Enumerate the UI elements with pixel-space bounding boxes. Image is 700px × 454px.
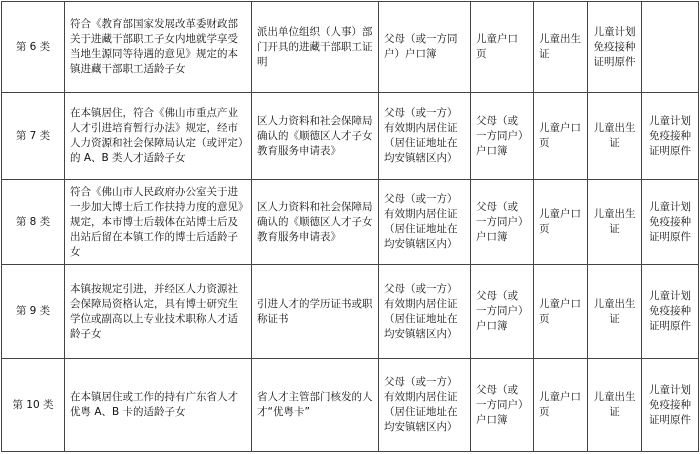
document-cell: 儿童出生证 bbox=[588, 93, 642, 180]
document-cell: 父母（或一方同户）户口簿 bbox=[471, 93, 534, 180]
document-cell: 儿童计划免疫接种证明原件 bbox=[642, 93, 699, 180]
condition-cell: 符合《教育部国家发展改革委财政部关于进藏干部职工子女内地就学享受当地生源同等待遇的意见》规定的本镇进藏干部职工适龄子女 bbox=[65, 2, 252, 93]
document-cell: 儿童户口页 bbox=[534, 265, 588, 359]
document-cell: 父母（或一方同户）户口簿 bbox=[471, 359, 534, 452]
table-row bbox=[2, 93, 699, 180]
proof-cell: 引进人才的学历证书或职称证书 bbox=[252, 265, 379, 359]
document-cell: 父母（或一方）有效期内居住证（居住证地址在均安镇辖区内） bbox=[379, 93, 471, 180]
category-cell: 第 10 类 bbox=[2, 359, 65, 452]
table-row bbox=[2, 2, 699, 93]
category-cell: 第 9 类 bbox=[2, 265, 65, 359]
document-cell: 父母（或一方）有效期内居住证（居住证地址在均安镇辖区内） bbox=[379, 265, 471, 359]
category-cell: 第 7 类 bbox=[2, 93, 65, 180]
category-cell: 第 8 类 bbox=[2, 180, 65, 265]
proof-cell: 区人力资料和社会保障局确认的《顺德区人才子女教育服务申请表》 bbox=[252, 93, 379, 180]
document-cell: 父母（或一方同户）户口簿 bbox=[471, 180, 534, 265]
enrollment-requirements-table bbox=[1, 1, 699, 452]
condition-cell: 本镇按规定引进，并经区人力资源社会保障局资格认定，具有博士研究生学位或副高以上专业技术职称人才适龄子女 bbox=[65, 265, 252, 359]
document-cell: 儿童户口页 bbox=[534, 93, 588, 180]
document-cell: 儿童户口页 bbox=[534, 359, 588, 452]
condition-cell: 在本镇居住，符合《佛山市重点产业人才引进培育暂行办法》规定，经市人力资源和社会保障局认定（或评定）的 A、B 类人才适龄子女 bbox=[65, 93, 252, 180]
document-cell: 儿童出生证 bbox=[588, 265, 642, 359]
proof-cell: 派出单位组织（人事）部门开具的进藏干部职工证明 bbox=[252, 2, 379, 93]
document-cell: 父母（或一方）有效期内居住证（居住证地址在均安镇辖区内） bbox=[379, 359, 471, 452]
table-row bbox=[2, 359, 699, 452]
document-cell: 儿童户口页 bbox=[471, 2, 534, 93]
document-cell: 儿童计划免疫接种证明原件 bbox=[588, 2, 642, 93]
document-cell: 儿童出生证 bbox=[588, 359, 642, 452]
document-cell: 父母（或一方同户）户口簿 bbox=[379, 2, 471, 93]
condition-cell: 符合《佛山市人民政府办公室关于进一步加大博士后工作扶持力度的意见》规定，本市博士后载体在站博士后及出站后留在本镇工作的博士后适龄子女 bbox=[65, 180, 252, 265]
category-cell: 第 6 类 bbox=[2, 2, 65, 93]
document-cell: 父母（或一方）有效期内居住证（居住证地址在均安镇辖区内） bbox=[379, 180, 471, 265]
document-cell: 儿童出生证 bbox=[534, 2, 588, 93]
document-cell: 儿童计划免疫接种证明原件 bbox=[642, 359, 699, 452]
document-cell: 儿童出生证 bbox=[588, 180, 642, 265]
condition-cell: 在本镇居住或工作的持有广东省人才优粤 A、B 卡的适龄子女 bbox=[65, 359, 252, 452]
document-cell bbox=[642, 2, 699, 93]
proof-cell: 区人力资料和社会保障局确认的《顺德区人才子女教育服务申请表》 bbox=[252, 180, 379, 265]
table-row bbox=[2, 180, 699, 265]
document-cell: 儿童计划免疫接种证明原件 bbox=[642, 265, 699, 359]
document-cell: 儿童户口页 bbox=[534, 180, 588, 265]
table-row bbox=[2, 265, 699, 359]
document-cell: 儿童计划免疫接种证明原件 bbox=[642, 180, 699, 265]
document-cell: 父母（或一方同户）户口簿 bbox=[471, 265, 534, 359]
proof-cell: 省人才主管部门核发的人才“优粤卡” bbox=[252, 359, 379, 452]
